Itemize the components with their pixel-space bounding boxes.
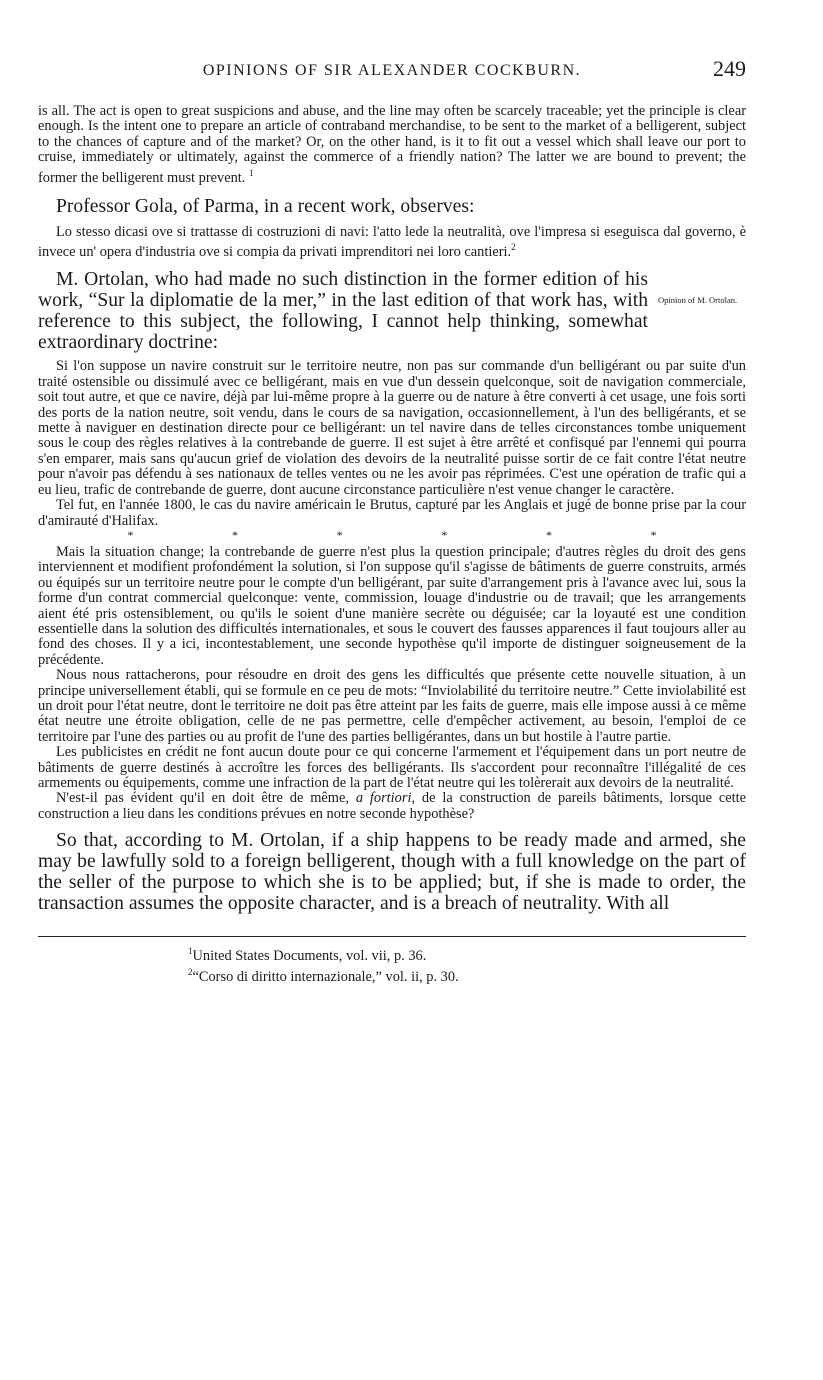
footnote bbox=[188, 964, 746, 985]
quote-text: N'est-il pas évident qu'il en doit être de même, bbox=[56, 790, 356, 807]
quote-text: Lo stesso dicasi ove si trattasse di costruzioni di navi: l'atto lede la neutralità, ove l'impresa si eseguisca dal governo, è invece un' opera d'industria ove si compia da privati imprenditori nei loro cantieri. bbox=[38, 223, 746, 261]
quote-text: , de la construction de pareils bâtiments, lorsque cette construction a lieu dans les conditions prévues en notre seconde hypothèse? bbox=[38, 790, 746, 822]
footnote-text: “Corso di diritto internazionale,” vol. ii, p. 30. bbox=[192, 968, 459, 985]
quote-paragraph bbox=[38, 791, 746, 822]
page bbox=[38, 56, 746, 985]
running-head: OPINIONS OF SIR ALEXANDER COCKBURN. bbox=[202, 62, 582, 79]
star: * bbox=[127, 527, 134, 542]
marginal-note: Opinion of M. Ortolan. bbox=[658, 295, 738, 306]
quote-paragraph: Si l'on suppose un navire construit sur le territoire neutre, non pas sur commande d'un belligérant ou par suite d'un traité ostensible ou dissimulé avec ce belligérant, mais en vue d'un dessein quelconque, soit de navigation commerciale, soit tout autre, et que ce navire, déjà par lui-même propre à la guerre ou de nature à être converti à cet usage, une fois sorti des ports de la nation neutre, soit vendu, dans le cours de sa navigation, occasionnellement, à l'un des belligérants, et se mette à naviguer en destination directe pour ce belligérant: un tel navire dans de telles circonstances tombe uniquement sous le coup des règles relatives à la contrebande de guerre. Il est sujet à être arrêté et confisqué par l'ennemi qui pourra s'en emparer, mais sans qu'aucun grief de violation des devoirs de la neutralité puisse sortir de ce fait contre l'état neutre pour n'avoir pas défendu à ses nationaux de telles ventes ou ne les avoir pas réprimées. C'est une opération de trafic qui a eu lieu, trafic de contrebande de guerre, dont aucune circonstance particulière n'est venue changer le caractère. bbox=[38, 358, 746, 498]
star: * bbox=[231, 527, 238, 542]
footnote-ref: 1 bbox=[249, 167, 254, 178]
ortolan-intro: M. Ortolan, who had made no such distinction in the former edition of his work, “Sur la diplomatie de la mer,” in the last edition of that work has, with reference to this subject, the following, I cannot help thinking, somewhat extraordinary doctrine: bbox=[38, 269, 648, 354]
quote-paragraph: Les publicistes en crédit ne font aucun doute pour ce qui concerne l'armement et l'équipement dans un port neutre de bâtiments de guerre destinés à accroître les forces des belligérants. Ils s'accordent pour reconnaître l'illégalité de ces armements ou équipements, comme une infraction de la part de l'état neutre qui les tolèrerait aux devoirs de la neutralité. bbox=[38, 744, 746, 791]
star: * bbox=[650, 527, 657, 542]
italic-phrase: a fortiori bbox=[355, 790, 412, 807]
ortolan-quote bbox=[38, 359, 746, 822]
footnote-ref: 2 bbox=[511, 242, 516, 253]
quote-paragraph: Nous nous rattacherons, pour résoudre en droit des gens les difficultés que présente cette nouvelle situation, à un principe universellement établi, qui se formule en ce peu de mots: “Inviolabilité du territoire neutre.” Cette inviolabilité est un droit pour l'état neutre, dont le territoire ne doit pas être atteint par les faits de guerre, mais elle impose aussi à ce même état neutre une étroite obligation, celle de ne pas permettre, celle d'empêcher activement, au besoin, l'emploi de ce territoire par l'une des parties ou au profit de l'une des parties belligérantes, dans un but hostile à l'autre partie. bbox=[38, 667, 746, 745]
quote-paragraph: Mais la situation change; la contrebande de guerre n'est plus la question principale; d'autres règles du droit des gens interviennent et modifient profondément la solution, si l'on suppose qu'il s'agisse de bâtiments de guerre construits, armés ou équipés sur un territoire neutre pour le compte d'un belligérant, par suite d'arrangement pris à l'avance avec lui, sous la forme d'un contrat commercial quelconque: vente, commission, louage d'industrie ou de travail; que les arrangements aient été pris ostensiblement, ou qu'ils le soient d'une manière secrète ou déguisée; car la loyauté est une condition essentielle dans la solution des difficultés internationales, et sous le couvert des fausses apparences il faut toujours aller au fond des choses. Il y a ici, incontestablement, une seconde hypothèse qu'il importe de distinguer soigneusement de la précédente. bbox=[38, 543, 746, 668]
footnote-rule bbox=[38, 936, 746, 937]
section-break bbox=[38, 529, 746, 541]
footnotes bbox=[38, 943, 746, 985]
star: * bbox=[545, 527, 552, 542]
footnote-text: United States Documents, vol. vii, p. 36. bbox=[192, 948, 427, 965]
star: * bbox=[336, 527, 343, 542]
footnote-mark: 2 bbox=[188, 967, 193, 978]
star: * bbox=[441, 527, 448, 542]
final-paragraph: So that, according to M. Ortolan, if a ship happens to be ready made and armed, she may be lawfully sold to a foreign belligerent, though with a full knowledge on the part of the seller of the purpose to which she is to be applied; but, if she is made to order, the transaction assumes the opposite character, and is a breach of neutrality. With all bbox=[38, 830, 746, 915]
gola-intro: Professor Gola, of Parma, in a recent work, observes: bbox=[56, 195, 475, 217]
gola-quote bbox=[38, 225, 746, 261]
quote-paragraph: Tel fut, en l'année 1800, le cas du navire américain le Brutus, capturé par les Anglais et jugé de bonne prise par la cour d'amirauté d'Halifax. bbox=[38, 497, 746, 529]
footnote bbox=[188, 943, 746, 964]
footnote-mark: 1 bbox=[188, 946, 193, 957]
page-number: 249 bbox=[713, 56, 746, 81]
ortolan-block bbox=[38, 269, 746, 353]
paragraph-text: is all. The act is open to great suspicions and abuse, and the line may often be scarcely traceable; yet the principle is clear enough. Is the intent one to prepare an article of contraband merchandise, to be sent to the market of a belligerent, subject to the chances of capture and of the market? Or, on the other hand, is it to fit out a vessel which shall leave our port to cruise, immediately or ultimately, against the commerce of a friendly nation? The latter we are bound to prevent; the former the belligerent must prevent. bbox=[38, 103, 746, 186]
paragraph-continuation bbox=[38, 104, 746, 186]
page-header bbox=[38, 56, 746, 84]
